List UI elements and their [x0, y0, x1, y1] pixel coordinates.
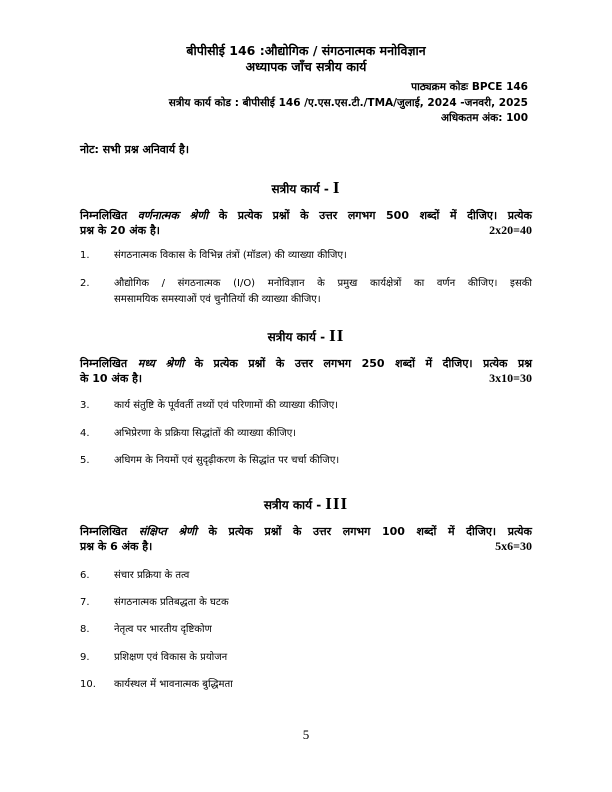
question-number: 9.: [80, 652, 90, 663]
question-text: अधिगम के नियमों एवं सुदृढ़ीकरण के सिद्धांत पर चर्चा कीजिए।: [114, 455, 340, 466]
question-text-continued: समसामयिक समस्याओं एवं चुनौतियों की व्याख्या कीजिए।: [114, 294, 321, 305]
category-name: संक्षिप्त श्रेणी: [138, 525, 197, 538]
question-item: [80, 426, 532, 442]
section-label: सत्रीय कार्य -: [267, 330, 326, 344]
document-title: बीपीसीई 146 :औद्योगिक / संगठनात्मक मनोविज्ञान: [186, 43, 426, 58]
section-marks: 2x20=40: [489, 223, 532, 237]
section-instruction-2: [80, 356, 532, 386]
instruction-text: के प्रत्येक प्रश्नों के उत्तर लगभग 250 शब्दों में दीजिए। प्रत्येक प्रश्न: [194, 357, 532, 370]
instruction-text: प्रश्न के 20 अंक है।: [80, 224, 160, 237]
question-item: [80, 398, 532, 414]
instruction-text: प्रश्न के 6 अंक है।: [80, 540, 153, 553]
question-number: 6.: [80, 570, 90, 581]
instruction-text: के 10 अंक है।: [80, 372, 143, 385]
section-title-1: [0, 178, 612, 198]
section-roman-numeral: II: [329, 326, 345, 345]
question-text: प्रशिक्षण एवं विकास के प्रयोजन: [114, 652, 228, 663]
section-roman-numeral: I: [332, 178, 341, 197]
question-number: 10.: [80, 679, 96, 690]
category-name: मध्य श्रेणी: [137, 357, 184, 370]
question-text: अभिप्रेरणा के प्रक्रिया सिद्धांतों की व्याख्या कीजिए।: [114, 428, 297, 439]
question-item: [80, 248, 532, 264]
question-text: संगठनात्मक विकास के विभिन्न तंत्रों (मॉडल) की व्याख्या कीजिए।: [114, 250, 347, 261]
section-label: सत्रीय कार्य -: [271, 182, 329, 196]
question-number: 3.: [80, 400, 90, 411]
course-code: पाठ्यक्रम कोडः BPCE 146: [411, 81, 528, 93]
page-number: 5: [302, 727, 310, 742]
section-title-3: [0, 494, 612, 514]
instruction-text: निम्नलिखित: [80, 525, 128, 538]
section-title-2: [0, 326, 612, 346]
question-text: नेतृत्व पर भारतीय दृष्टिकोण: [114, 624, 212, 635]
question-item: [80, 650, 532, 666]
section-label: सत्रीय कार्य -: [263, 498, 322, 512]
instruction-text: निम्नलिखित: [80, 357, 128, 370]
section-instruction-1: [80, 208, 532, 238]
section-marks: 5x6=30: [495, 539, 532, 553]
section-roman-numeral: III: [325, 494, 349, 513]
question-number: 8.: [80, 624, 90, 635]
question-text: संगठनात्मक प्रतिबद्धता के घटक: [114, 597, 229, 608]
instruction-text: निम्नलिखित: [80, 209, 128, 222]
question-number: 5.: [80, 455, 90, 466]
max-marks: अधिकतम अंक: 100: [440, 112, 528, 124]
question-text: कार्यस्थल में भावनात्मक बुद्धिमता: [114, 679, 233, 690]
question-item: [80, 677, 532, 693]
question-item: [80, 568, 532, 584]
question-item: [80, 453, 532, 469]
question-number: 1.: [80, 250, 90, 261]
question-number: 7.: [80, 597, 90, 608]
section-instruction-3: [80, 524, 532, 554]
document-subtitle: अध्यापक जाँच सत्रीय कार्य: [245, 59, 367, 74]
question-number: 4.: [80, 428, 90, 439]
question-item: [80, 622, 532, 638]
instruction-text: के प्रत्येक प्रश्नों के उत्तर लगभग 100 शब्दों में दीजिए। प्रत्येक: [208, 525, 532, 538]
question-text: औद्योगिक / संगठनात्मक (I/O) मनोविज्ञान के प्रमुख कार्यक्षेत्रों का वर्णन कीजिए। इसकी: [114, 278, 532, 289]
assignment-code: सत्रीय कार्य कोड : बीपीसीई 146 /ए.एस.एस.टी./TMA/जुलाई, 2024 -जनवरी, 2025: [168, 97, 528, 109]
question-item: [80, 595, 532, 611]
question-text: संचार प्रक्रिया के तत्व: [114, 570, 190, 581]
question-text: कार्य संतुष्टि के पूर्ववर्ती तथ्यों एवं परिणामों की व्याख्या कीजिए।: [114, 400, 339, 411]
question-number: 2.: [80, 278, 90, 289]
category-name: वर्णनात्मक श्रेणी: [137, 209, 209, 222]
section-marks: 3x10=30: [489, 371, 532, 385]
instructions-note: नोट: सभी प्रश्न अनिवार्य है।: [80, 143, 189, 156]
instruction-text: के प्रत्येक प्रश्नों के उत्तर लगभग 500 शब्दों में दीजिए। प्रत्येक: [218, 209, 532, 222]
question-item: [80, 276, 532, 308]
